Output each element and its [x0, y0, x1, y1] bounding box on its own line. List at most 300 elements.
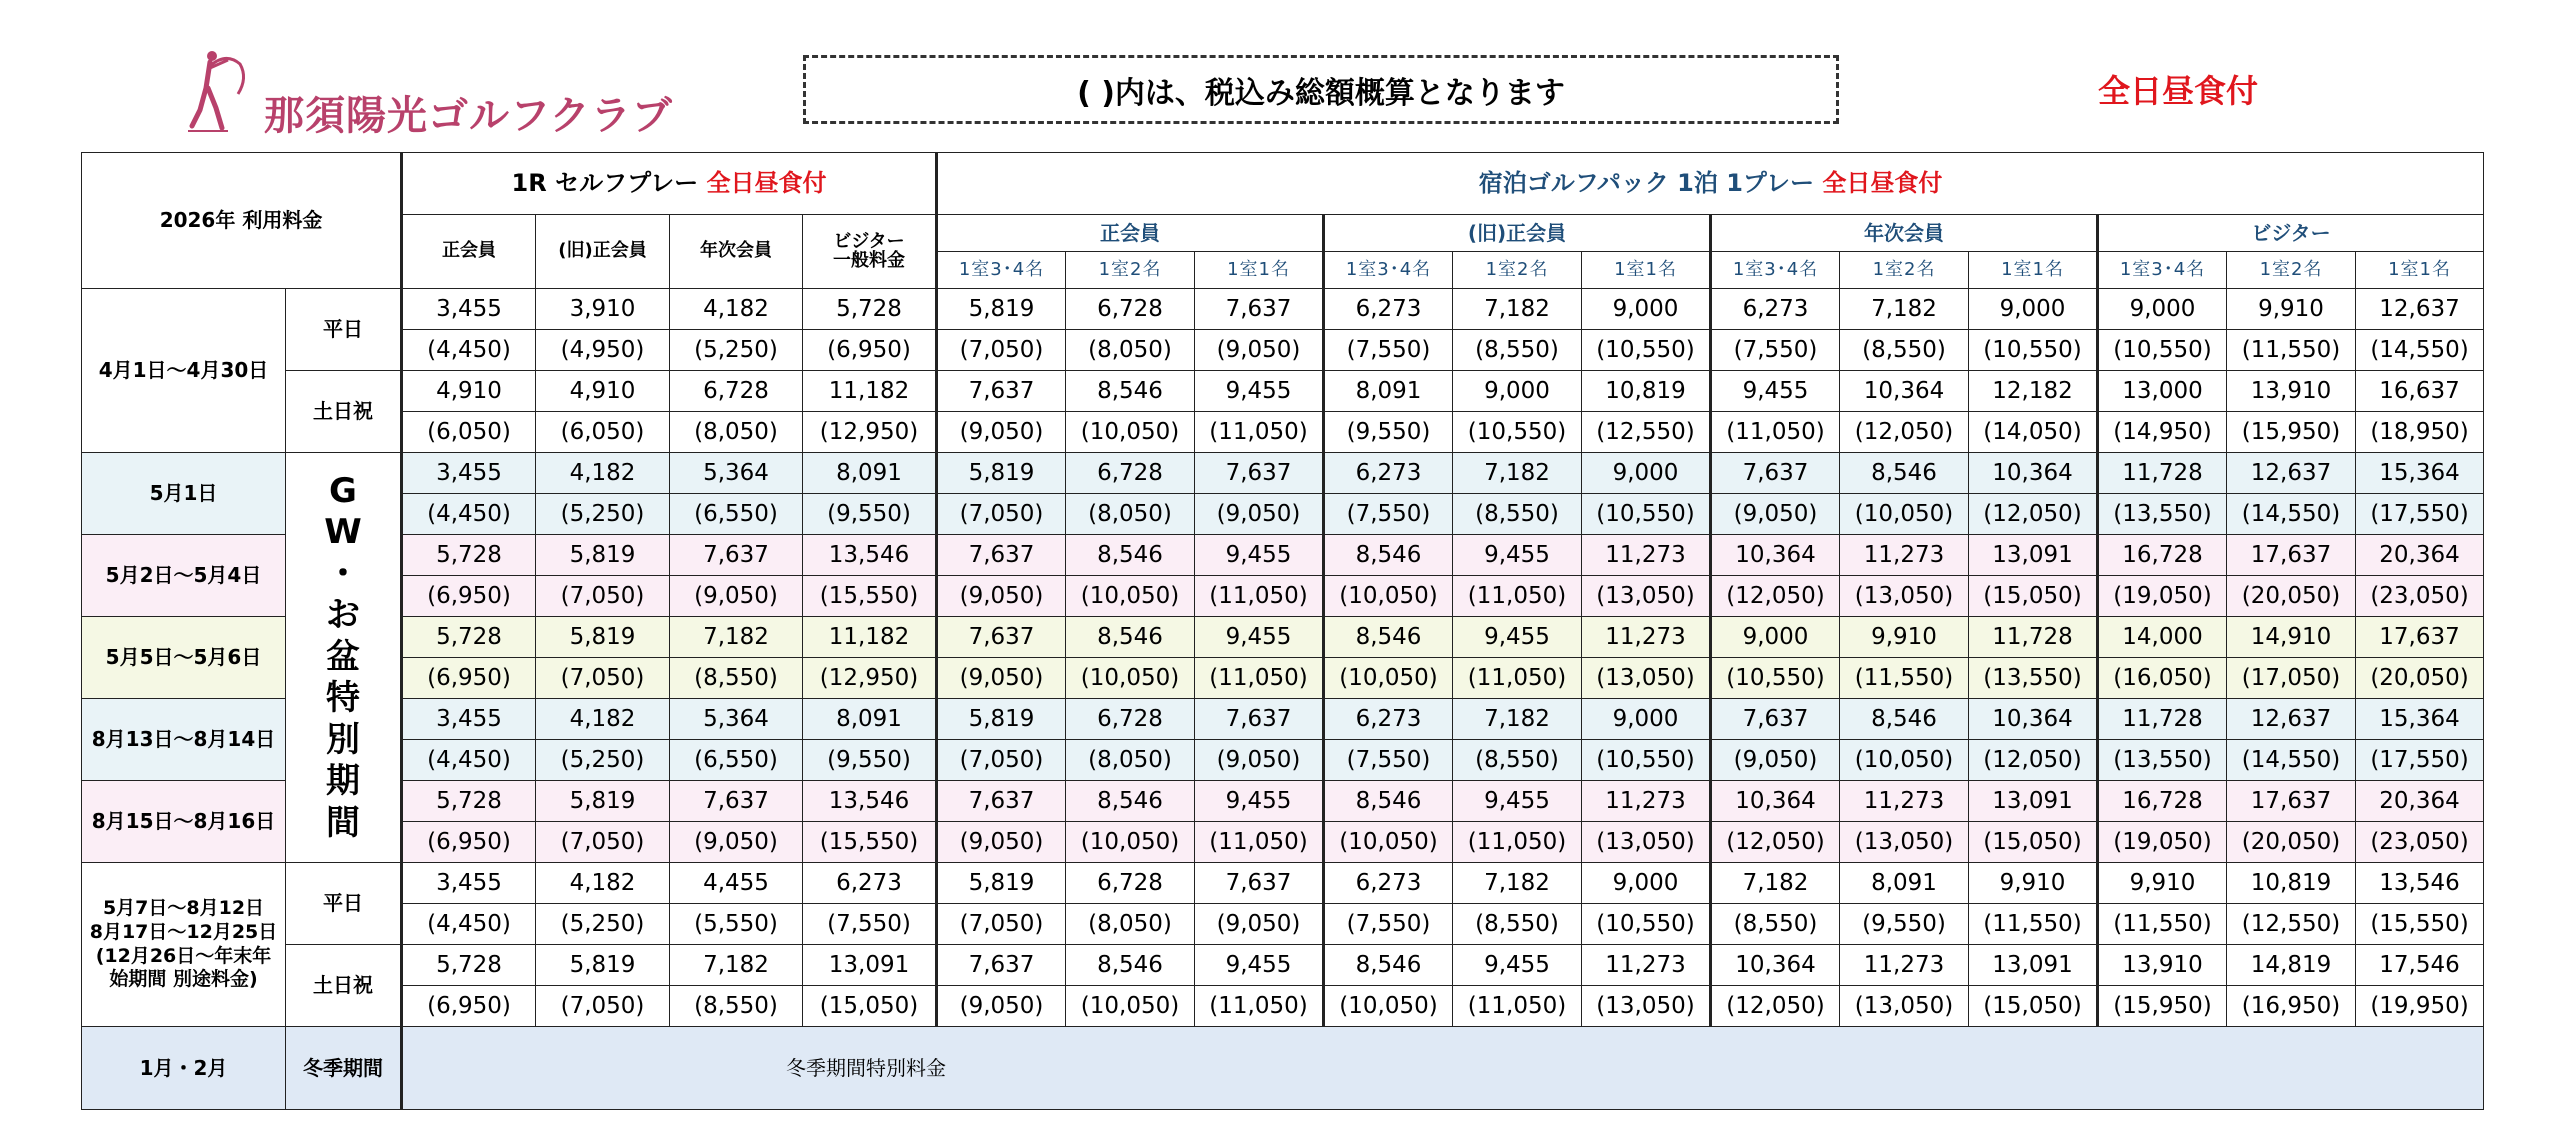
- price-cell: 13,091: [1969, 781, 2098, 822]
- self-play-lunch-label: 全日昼食付: [706, 168, 827, 197]
- taxed-price-cell: (5,550): [670, 904, 803, 945]
- taxed-price-cell: (13,050): [1582, 658, 1711, 699]
- taxed-price-cell: (8,050): [1066, 904, 1195, 945]
- price-cell: 7,637: [1195, 289, 1324, 330]
- taxed-price-cell: (6,950): [402, 822, 536, 863]
- price-cell: 4,910: [402, 371, 536, 412]
- taxed-price-cell: (8,550): [1453, 740, 1582, 781]
- price-cell: 7,637: [937, 371, 1066, 412]
- taxed-price-cell: (11,550): [1969, 904, 2098, 945]
- taxed-price-cell: (10,550): [1453, 412, 1582, 453]
- pack-group-header: 正会員: [937, 215, 1324, 252]
- gw-obon-char: 期: [326, 761, 360, 802]
- taxed-price-cell: (10,550): [1582, 904, 1711, 945]
- gw-obon-char: 別: [326, 719, 360, 760]
- taxed-price-cell: (19,950): [2356, 986, 2484, 1027]
- taxed-price-cell: (11,050): [1195, 658, 1324, 699]
- price-cell: 5,728: [402, 535, 536, 576]
- taxed-price-cell: (10,050): [1324, 658, 1453, 699]
- taxed-price-cell: (8,050): [1066, 494, 1195, 535]
- taxed-price-cell: (11,550): [2227, 330, 2356, 371]
- taxed-price-cell: (15,950): [2098, 986, 2227, 1027]
- taxed-price-cell: (9,050): [1711, 494, 1840, 535]
- day-type-label: 平日: [286, 863, 402, 945]
- price-cell: 5,728: [402, 781, 536, 822]
- taxed-price-cell: (10,050): [1840, 494, 1969, 535]
- price-cell: 6,273: [1711, 289, 1840, 330]
- taxed-price-cell: (10,050): [1066, 658, 1195, 699]
- price-cell: 20,364: [2356, 535, 2484, 576]
- taxed-price-cell: (7,550): [1324, 330, 1453, 371]
- price-cell: 7,637: [1711, 453, 1840, 494]
- price-cell: 9,000: [1582, 863, 1711, 904]
- day-type-label: 土日祝: [286, 945, 402, 1027]
- taxed-price-cell: (7,050): [536, 576, 670, 617]
- price-cell: 9,910: [2227, 289, 2356, 330]
- room-type-header: 1室1名: [1582, 252, 1711, 289]
- price-cell: 7,182: [670, 617, 803, 658]
- lunch-included-label: 全日昼食付: [2098, 72, 2259, 110]
- self-play-title: [402, 153, 937, 215]
- page-header: [0, 0, 2560, 150]
- price-cell: 8,546: [1840, 699, 1969, 740]
- taxed-price-cell: (5,250): [536, 740, 670, 781]
- price-cell: 9,455: [1195, 945, 1324, 986]
- taxed-price-cell: (10,050): [1324, 986, 1453, 1027]
- taxed-price-cell: (11,050): [1453, 986, 1582, 1027]
- price-cell: 7,182: [1453, 863, 1582, 904]
- taxed-price-cell: (15,550): [803, 576, 937, 617]
- taxed-price-cell: (9,550): [1324, 412, 1453, 453]
- price-cell: 11,182: [803, 371, 937, 412]
- price-cell: 4,910: [536, 371, 670, 412]
- price-cell: 5,819: [937, 863, 1066, 904]
- price-cell: 10,819: [2227, 863, 2356, 904]
- price-cell: 10,364: [1711, 781, 1840, 822]
- taxed-price-cell: (10,550): [1969, 330, 2098, 371]
- taxed-price-cell: (7,050): [536, 986, 670, 1027]
- price-cell: 5,819: [536, 617, 670, 658]
- golf-pack-title: [937, 153, 2484, 215]
- price-cell: 7,637: [670, 781, 803, 822]
- price-cell: 9,910: [1840, 617, 1969, 658]
- price-cell: 13,091: [1969, 535, 2098, 576]
- price-cell: 16,728: [2098, 535, 2227, 576]
- taxed-price-cell: (7,550): [1711, 330, 1840, 371]
- taxed-price-cell: (9,050): [670, 576, 803, 617]
- taxed-price-cell: (19,050): [2098, 576, 2227, 617]
- winter-season-label: 冬季期間: [286, 1027, 402, 1110]
- price-cell: 9,000: [1582, 289, 1711, 330]
- taxed-price-cell: (13,550): [2098, 740, 2227, 781]
- taxed-price-cell: (23,050): [2356, 576, 2484, 617]
- taxed-price-cell: (6,050): [402, 412, 536, 453]
- price-cell: 6,728: [1066, 699, 1195, 740]
- club-logo: [182, 48, 673, 139]
- golf-pack-lunch-label: 全日昼食付: [1822, 168, 1943, 197]
- taxed-price-cell: (9,050): [937, 658, 1066, 699]
- price-cell: 17,637: [2227, 781, 2356, 822]
- member-type-header: 正会員: [402, 215, 536, 289]
- price-cell: 13,091: [1969, 945, 2098, 986]
- taxed-price-cell: (9,550): [1840, 904, 1969, 945]
- gw-obon-special-label: [286, 453, 402, 863]
- price-cell: 5,364: [670, 453, 803, 494]
- taxed-price-cell: (8,550): [1840, 330, 1969, 371]
- price-cell: 8,546: [1066, 371, 1195, 412]
- taxed-price-cell: (12,550): [2227, 904, 2356, 945]
- taxed-price-cell: (9,050): [1195, 494, 1324, 535]
- taxed-price-cell: (10,050): [1066, 576, 1195, 617]
- price-cell: 3,455: [402, 863, 536, 904]
- taxed-price-cell: (12,550): [1582, 412, 1711, 453]
- price-cell: 11,728: [1969, 617, 2098, 658]
- taxed-price-cell: (9,050): [670, 822, 803, 863]
- price-cell: 5,819: [937, 453, 1066, 494]
- price-cell: 9,455: [1195, 781, 1324, 822]
- price-cell: 11,273: [1582, 617, 1711, 658]
- taxed-price-cell: (6,550): [670, 740, 803, 781]
- taxed-price-cell: (8,050): [1066, 330, 1195, 371]
- price-cell: 9,455: [1711, 371, 1840, 412]
- taxed-price-cell: (7,050): [937, 330, 1066, 371]
- taxed-price-cell: (13,550): [2098, 494, 2227, 535]
- taxed-price-cell: (10,050): [1324, 822, 1453, 863]
- price-cell: 13,910: [2227, 371, 2356, 412]
- taxed-price-cell: (6,550): [670, 494, 803, 535]
- taxed-price-cell: (20,050): [2227, 576, 2356, 617]
- room-type-header: 1室3･4名: [2098, 252, 2227, 289]
- price-cell: 8,546: [1324, 617, 1453, 658]
- taxed-price-cell: (15,050): [1969, 822, 2098, 863]
- price-cell: 11,273: [1840, 945, 1969, 986]
- price-cell: 12,637: [2227, 453, 2356, 494]
- gw-obon-char: 間: [326, 802, 360, 843]
- price-cell: 13,091: [803, 945, 937, 986]
- price-cell: 8,546: [1066, 535, 1195, 576]
- price-cell: 8,091: [803, 699, 937, 740]
- taxed-price-cell: (8,550): [1453, 330, 1582, 371]
- taxed-price-cell: (18,950): [2356, 412, 2484, 453]
- period-label: 5月7日～8月12日 8月17日～12月25日 (12月26日～年末年 始期間 別途料金): [82, 863, 286, 1027]
- taxed-price-cell: (5,250): [536, 904, 670, 945]
- price-cell: 7,182: [1453, 699, 1582, 740]
- price-cell: 4,182: [536, 453, 670, 494]
- taxed-price-cell: (7,050): [536, 658, 670, 699]
- self-play-label: 1R セルフプレー: [511, 168, 707, 197]
- price-cell: 14,819: [2227, 945, 2356, 986]
- taxed-price-cell: (15,550): [803, 822, 937, 863]
- taxed-price-cell: (10,050): [1066, 822, 1195, 863]
- price-cell: 8,091: [803, 453, 937, 494]
- price-cell: 8,546: [1840, 453, 1969, 494]
- taxed-price-cell: (10,050): [1066, 412, 1195, 453]
- price-cell: 10,364: [1969, 453, 2098, 494]
- period-label: 8月13日～8月14日: [82, 699, 286, 781]
- taxed-price-cell: (15,050): [1969, 576, 2098, 617]
- price-cell: 10,364: [1711, 535, 1840, 576]
- price-cell: 13,546: [803, 781, 937, 822]
- room-type-header: 1室1名: [1195, 252, 1324, 289]
- taxed-price-cell: (12,050): [1711, 576, 1840, 617]
- taxed-price-cell: (10,550): [1582, 494, 1711, 535]
- price-cell: 14,000: [2098, 617, 2227, 658]
- taxed-price-cell: (12,050): [1711, 986, 1840, 1027]
- taxed-price-cell: (13,050): [1582, 822, 1711, 863]
- pack-group-header: ビジター: [2098, 215, 2484, 252]
- taxed-price-cell: (11,050): [1453, 576, 1582, 617]
- price-cell: 17,637: [2227, 535, 2356, 576]
- price-cell: 9,455: [1195, 617, 1324, 658]
- price-cell: 13,546: [803, 535, 937, 576]
- price-cell: 8,546: [1324, 535, 1453, 576]
- price-cell: 8,546: [1066, 617, 1195, 658]
- taxed-price-cell: (11,050): [1195, 412, 1324, 453]
- taxed-price-cell: (9,550): [803, 740, 937, 781]
- price-cell: 8,546: [1066, 781, 1195, 822]
- taxed-price-cell: (13,050): [1582, 576, 1711, 617]
- taxed-price-cell: (14,950): [2098, 412, 2227, 453]
- price-cell: 17,637: [2356, 617, 2484, 658]
- room-type-header: 1室2名: [1453, 252, 1582, 289]
- period-label: 4月1日～4月30日: [82, 289, 286, 453]
- price-cell: 9,000: [1453, 371, 1582, 412]
- price-cell: 9,000: [1711, 617, 1840, 658]
- gw-obon-char: 特: [326, 678, 360, 719]
- gw-obon-char: お: [326, 595, 360, 636]
- taxed-price-cell: (7,050): [937, 740, 1066, 781]
- price-cell: 13,000: [2098, 371, 2227, 412]
- price-cell: 15,364: [2356, 453, 2484, 494]
- price-cell: 7,182: [1711, 863, 1840, 904]
- taxed-price-cell: (16,950): [2227, 986, 2356, 1027]
- taxed-price-cell: (8,050): [1066, 740, 1195, 781]
- price-cell: 11,728: [2098, 699, 2227, 740]
- taxed-price-cell: (11,050): [1195, 822, 1324, 863]
- taxed-price-cell: (4,450): [402, 904, 536, 945]
- taxed-price-cell: (9,050): [937, 822, 1066, 863]
- taxed-price-cell: (8,050): [670, 412, 803, 453]
- taxed-price-cell: (15,550): [2356, 904, 2484, 945]
- taxed-price-cell: (14,550): [2227, 740, 2356, 781]
- room-type-header: 1室2名: [1840, 252, 1969, 289]
- taxed-price-cell: (20,050): [2227, 822, 2356, 863]
- price-cell: 11,273: [1840, 781, 1969, 822]
- price-cell: 9,000: [2098, 289, 2227, 330]
- rate-table: [81, 152, 2484, 1110]
- price-cell: 12,637: [2227, 699, 2356, 740]
- member-type-header: (旧)正会員: [536, 215, 670, 289]
- price-cell: 7,182: [1453, 453, 1582, 494]
- price-cell: 6,273: [1324, 289, 1453, 330]
- price-cell: 7,637: [1195, 453, 1324, 494]
- price-cell: 7,637: [1195, 863, 1324, 904]
- taxed-price-cell: (10,550): [1582, 740, 1711, 781]
- taxed-price-cell: (13,550): [1969, 658, 2098, 699]
- taxed-price-cell: (8,550): [1453, 494, 1582, 535]
- price-cell: 13,910: [2098, 945, 2227, 986]
- price-cell: 6,273: [803, 863, 937, 904]
- price-cell: 7,182: [670, 945, 803, 986]
- price-cell: 3,455: [402, 699, 536, 740]
- taxed-price-cell: (19,050): [2098, 822, 2227, 863]
- price-cell: 8,546: [1324, 781, 1453, 822]
- taxed-price-cell: (4,450): [402, 494, 536, 535]
- price-cell: 8,546: [1066, 945, 1195, 986]
- price-cell: 6,728: [1066, 453, 1195, 494]
- room-type-header: 1室3･4名: [1324, 252, 1453, 289]
- taxed-price-cell: (4,450): [402, 330, 536, 371]
- price-cell: 13,546: [2356, 863, 2484, 904]
- taxed-price-cell: (9,050): [937, 576, 1066, 617]
- price-cell: 4,455: [670, 863, 803, 904]
- taxed-price-cell: (14,550): [2227, 494, 2356, 535]
- pack-group-header: 年次会員: [1711, 215, 2098, 252]
- taxed-price-cell: (6,950): [402, 576, 536, 617]
- taxed-price-cell: (8,550): [670, 986, 803, 1027]
- taxed-price-cell: (11,050): [1453, 822, 1582, 863]
- taxed-price-cell: (10,050): [1066, 986, 1195, 1027]
- taxed-price-cell: (13,050): [1840, 822, 1969, 863]
- taxed-price-cell: (16,050): [2098, 658, 2227, 699]
- price-cell: 10,364: [1840, 371, 1969, 412]
- room-type-header: 1室1名: [2356, 252, 2484, 289]
- price-cell: 6,728: [1066, 289, 1195, 330]
- price-cell: 10,364: [1711, 945, 1840, 986]
- taxed-price-cell: (4,450): [402, 740, 536, 781]
- taxed-price-cell: (7,550): [1324, 494, 1453, 535]
- taxed-price-cell: (7,050): [536, 822, 670, 863]
- price-cell: 9,000: [1969, 289, 2098, 330]
- taxed-price-cell: (7,050): [937, 494, 1066, 535]
- price-cell: 7,637: [937, 535, 1066, 576]
- golfer-logo-icon: [182, 48, 260, 134]
- price-cell: 7,637: [937, 617, 1066, 658]
- taxed-price-cell: (12,950): [803, 658, 937, 699]
- price-cell: 9,455: [1195, 371, 1324, 412]
- price-cell: 16,637: [2356, 371, 2484, 412]
- taxed-price-cell: (11,050): [1453, 658, 1582, 699]
- gw-obon-char: G: [329, 470, 357, 511]
- price-cell: 10,819: [1582, 371, 1711, 412]
- taxed-price-cell: (8,550): [1711, 904, 1840, 945]
- period-label: 5月5日～5月6日: [82, 617, 286, 699]
- price-cell: 11,273: [1582, 781, 1711, 822]
- price-cell: 8,091: [1324, 371, 1453, 412]
- day-type-label: 平日: [286, 289, 402, 371]
- taxed-price-cell: (11,050): [1195, 986, 1324, 1027]
- price-cell: 6,728: [670, 371, 803, 412]
- golf-pack-label: 宿泊ゴルフパック 1泊 1プレー: [1478, 168, 1823, 197]
- taxed-price-cell: (8,550): [670, 658, 803, 699]
- price-cell: 9,910: [1969, 863, 2098, 904]
- taxed-price-cell: (8,550): [1453, 904, 1582, 945]
- price-cell: 4,182: [536, 699, 670, 740]
- tax-notice: ( )内は、税込み総額概算となります: [803, 55, 1839, 124]
- price-cell: 6,273: [1324, 863, 1453, 904]
- taxed-price-cell: (14,050): [1969, 412, 2098, 453]
- price-cell: 5,819: [937, 699, 1066, 740]
- member-type-header: 年次会員: [670, 215, 803, 289]
- day-type-label: 土日祝: [286, 371, 402, 453]
- taxed-price-cell: (9,550): [803, 494, 937, 535]
- price-cell: 5,364: [670, 699, 803, 740]
- price-cell: 5,728: [402, 945, 536, 986]
- taxed-price-cell: (10,050): [1324, 576, 1453, 617]
- taxed-price-cell: (13,050): [1840, 986, 1969, 1027]
- gw-obon-char: 盆: [326, 636, 360, 677]
- taxed-price-cell: (9,050): [1195, 904, 1324, 945]
- taxed-price-cell: (6,950): [803, 330, 937, 371]
- taxed-price-cell: (17,050): [2227, 658, 2356, 699]
- taxed-price-cell: (4,950): [536, 330, 670, 371]
- member-type-header: ビジター 一般料金: [803, 215, 937, 289]
- taxed-price-cell: (20,050): [2356, 658, 2484, 699]
- winter-special-rate-note: 冬季期間特別料金: [402, 1027, 2484, 1110]
- taxed-price-cell: (11,550): [2098, 904, 2227, 945]
- price-cell: 9,000: [1582, 699, 1711, 740]
- price-cell: 9,455: [1453, 535, 1582, 576]
- price-cell: 12,182: [1969, 371, 2098, 412]
- price-cell: 14,910: [2227, 617, 2356, 658]
- taxed-price-cell: (9,050): [1195, 330, 1324, 371]
- price-cell: 5,819: [536, 535, 670, 576]
- price-cell: 5,819: [937, 289, 1066, 330]
- price-cell: 8,091: [1840, 863, 1969, 904]
- taxed-price-cell: (12,050): [1969, 740, 2098, 781]
- gw-obon-char: ・: [326, 553, 360, 594]
- taxed-price-cell: (9,050): [1711, 740, 1840, 781]
- price-cell: 9,455: [1453, 781, 1582, 822]
- taxed-price-cell: (7,050): [937, 904, 1066, 945]
- price-cell: 7,637: [1195, 699, 1324, 740]
- taxed-price-cell: (5,250): [670, 330, 803, 371]
- gw-obon-char: W: [324, 512, 362, 553]
- taxed-price-cell: (7,550): [1324, 904, 1453, 945]
- taxed-price-cell: (6,050): [536, 412, 670, 453]
- winter-period-label: 1月・2月: [82, 1027, 286, 1110]
- room-type-header: 1室3･4名: [937, 252, 1066, 289]
- taxed-price-cell: (17,550): [2356, 740, 2484, 781]
- taxed-price-cell: (11,550): [1840, 658, 1969, 699]
- taxed-price-cell: (12,050): [1840, 412, 1969, 453]
- price-cell: 9,455: [1453, 945, 1582, 986]
- price-cell: 5,728: [402, 617, 536, 658]
- price-cell: 9,455: [1453, 617, 1582, 658]
- price-cell: 16,728: [2098, 781, 2227, 822]
- taxed-price-cell: (15,950): [2227, 412, 2356, 453]
- taxed-price-cell: (11,050): [1711, 412, 1840, 453]
- price-cell: 10,364: [1969, 699, 2098, 740]
- price-cell: 11,273: [1840, 535, 1969, 576]
- price-cell: 7,637: [937, 781, 1066, 822]
- price-cell: 5,819: [536, 781, 670, 822]
- taxed-price-cell: (15,050): [1969, 986, 2098, 1027]
- taxed-price-cell: (23,050): [2356, 822, 2484, 863]
- taxed-price-cell: (11,050): [1195, 576, 1324, 617]
- taxed-price-cell: (12,950): [803, 412, 937, 453]
- club-name: 那須陽光ゴルフクラブ: [264, 93, 673, 139]
- price-cell: 17,546: [2356, 945, 2484, 986]
- price-cell: 9,910: [2098, 863, 2227, 904]
- taxed-price-cell: (13,050): [1840, 576, 1969, 617]
- price-cell: 11,273: [1582, 535, 1711, 576]
- table-title: 2026年 利用料金: [82, 153, 402, 289]
- price-cell: 3,910: [536, 289, 670, 330]
- price-cell: 8,546: [1324, 945, 1453, 986]
- price-cell: 6,728: [1066, 863, 1195, 904]
- price-cell: 9,455: [1195, 535, 1324, 576]
